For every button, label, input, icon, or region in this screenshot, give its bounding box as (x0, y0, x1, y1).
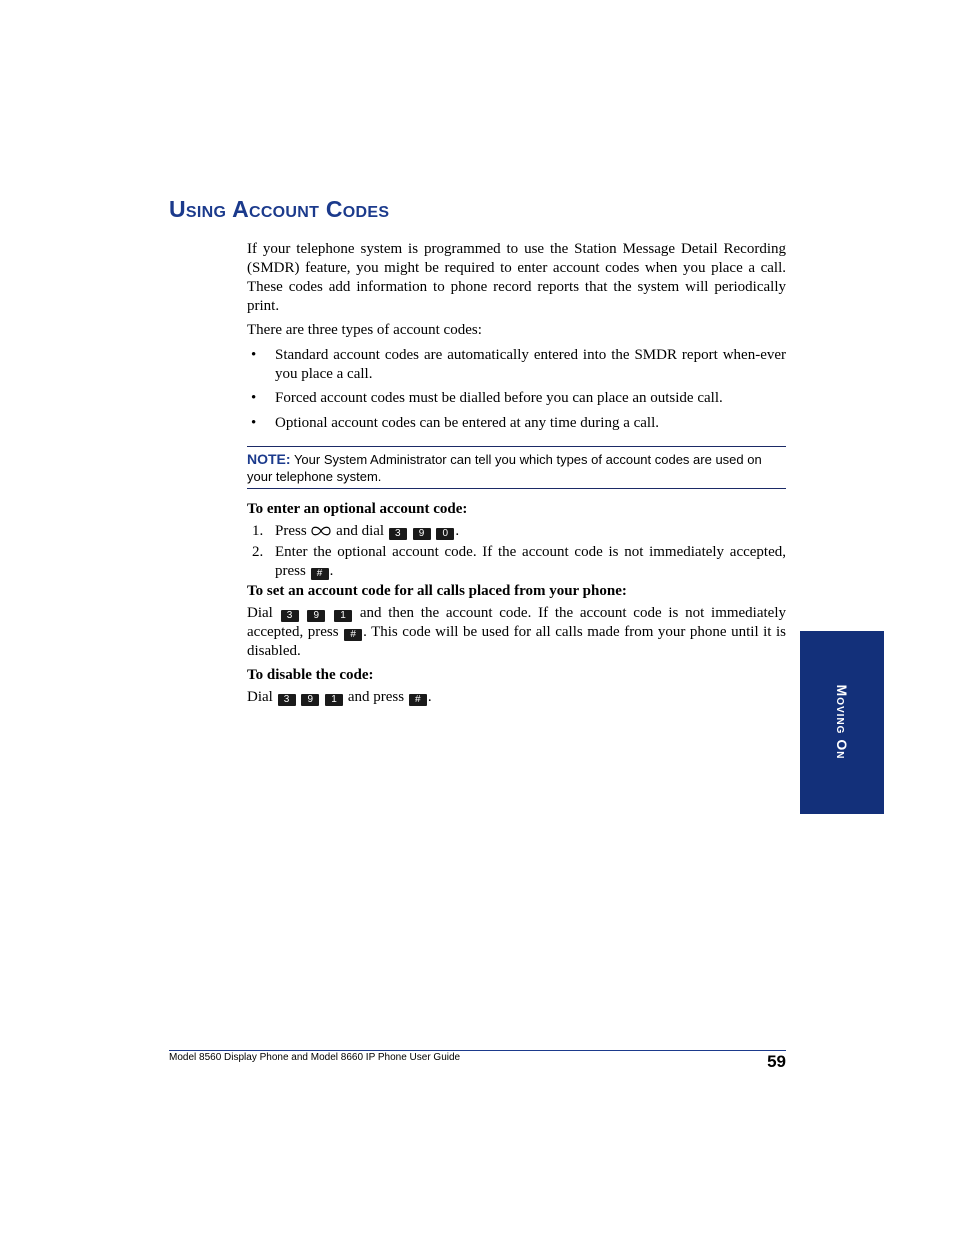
bullet-text: Forced account codes must be dialled before you can place an outside call. (275, 390, 723, 406)
disable-heading: To disable the code: (247, 667, 374, 683)
all-calls-paragraph: Dial 3 9 1 and then the account code. If the account code is not immediately accepted, press # . This code will be used for all calls made from your phone until it is disabled. (247, 605, 787, 659)
step-number: 1. (252, 523, 264, 539)
bullet-icon: • (251, 347, 257, 363)
account-code-types-list (247, 346, 786, 433)
page-number: 59 (767, 1052, 786, 1071)
note-label: NOTE: (247, 451, 291, 467)
note-text: Your System Administrator can tell you which types of account codes are used on your telephone system. (247, 452, 762, 484)
disable-paragraph: Dial 3 9 1 and press # . (247, 689, 432, 705)
bullet-text: Standard account codes are automatically entered into the SMDR report when-ever you place a call. (275, 347, 786, 382)
bullet-text: Optional account codes can be entered at any time during a call. (275, 415, 660, 431)
intro-paragraph: If your telephone system is programmed to use the Station Message Detail Recording (SMDR) feature, you might be required to enter account codes when you place a call. These codes add information to phone record reports that the system will periodically print. (247, 241, 786, 314)
key-9: 9 (301, 694, 319, 706)
superkey-loop-icon (310, 524, 332, 543)
side-tab-label: Moving On (834, 684, 850, 760)
page-title: Using Account Codes (169, 196, 390, 222)
step-2 (247, 543, 786, 581)
key-hash: # (311, 568, 329, 580)
key-3: 3 (278, 694, 296, 706)
note-box (247, 446, 786, 489)
key-0: 0 (436, 528, 454, 540)
key-hash: # (344, 629, 362, 641)
key-1: 1 (334, 610, 352, 622)
step-text: Press and dial 3 9 0 . (247, 522, 786, 543)
footer-divider (169, 1050, 786, 1051)
list-item (247, 346, 786, 384)
key-hash: # (409, 694, 427, 706)
key-1: 1 (325, 694, 343, 706)
optional-code-heading: To enter an optional account code: (247, 501, 468, 517)
key-3: 3 (281, 610, 299, 622)
key-3: 3 (389, 528, 407, 540)
footer-title: Model 8560 Display Phone and Model 8660 IP Phone User Guide (169, 1052, 461, 1063)
step-number: 2. (252, 544, 264, 560)
types-intro: There are three types of account codes: (247, 322, 482, 338)
key-9: 9 (307, 610, 325, 622)
list-item (247, 389, 786, 408)
bullet-icon: • (251, 415, 257, 431)
bullet-icon: • (251, 390, 257, 406)
step-1 (247, 522, 786, 543)
section-side-tab (800, 631, 884, 814)
list-item (247, 414, 786, 433)
key-9: 9 (413, 528, 431, 540)
all-calls-heading: To set an account code for all calls placed from your phone: (247, 583, 627, 599)
step-text: Enter the optional account code. If the account code is not immediately accepted, press # . (275, 544, 786, 579)
